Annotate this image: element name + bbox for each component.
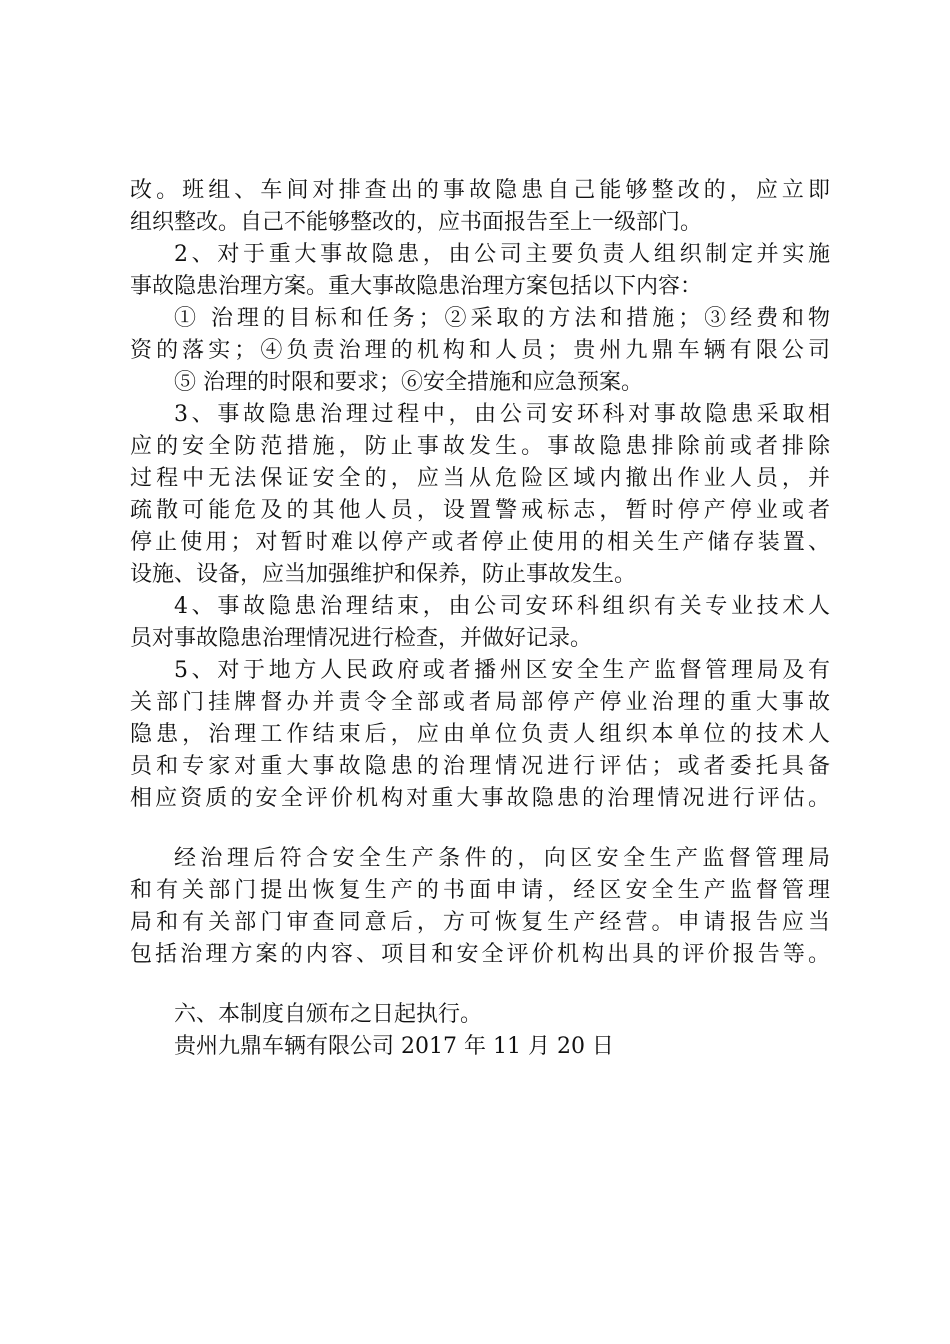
paragraph-resume-production [130,843,830,971]
text-line: 组织整改。自己不能够整改的，应书面报告至上一级部门。 [130,210,703,235]
text-line: 2、对于重大事故隐患，由公司主要负责人组织制定并实施 [174,242,830,267]
text-line: ⑤ 治理的时限和要求；⑥安全措施和应急预案。 [174,370,643,395]
paragraph-effective-date [130,999,830,1031]
text-line: 设施、设备，应当加强维护和保养，防止事故发生。 [130,562,637,587]
text-line: 应的安全防范措施，防止事故发生。事故隐患排除前或者排除 [130,434,830,459]
text-line: 4、事故隐患治理结束，由公司安环科组织有关专业技术人 [174,594,830,619]
paragraph-gap [130,815,830,843]
text-line: 停止使用；对暂时难以停产或者停止使用的相关生产储存装置、 [130,530,830,555]
text-line: 3、事故隐患治理过程中，由公司安环科对事故隐患采取相 [174,402,830,427]
text-line: 员和专家对重大事故隐患的治理情况进行评估；或者委托具备 [130,754,830,779]
paragraph-treatment-process [130,399,830,591]
text-line: 事故隐患治理方案。重大事故隐患治理方案包括以下内容： [130,274,703,299]
text-line: 疏散可能危及的其他人员，设置警戒标志，暂时停产停业或者 [130,498,830,523]
text-line: 隐患，治理工作结束后，应由单位负责人组织本单位的技术人 [130,722,830,747]
text-line: 局和有关部门审查同意后，方可恢复生产经营。申请报告应当 [130,910,830,935]
text-line: 员对事故隐患治理情况进行检查，并做好记录。 [130,626,593,651]
paragraph-plan-contents [130,303,830,367]
paragraph-plan-contents-continued [130,367,830,399]
text-line: ① 治理的目标和任务；②采取的方法和措施；③经费和物 [174,306,830,331]
text-line: 资的落实；④负责治理的机构和人员；贵州九鼎车辆有限公司 [130,338,830,363]
paragraph-major-hazard [130,239,830,303]
paragraph-supervised-hazard [130,655,830,815]
paragraph-treatment-end [130,591,830,655]
text-line: 和有关部门提出恢复生产的书面申请，经区安全生产监督管理 [130,878,830,903]
text-line: 六、本制度自颁布之日起执行。 [174,1002,483,1027]
text-line: 改。班组、车间对排查出的事故隐患自己能够整改的，应立即 [130,178,830,203]
text-line: 相应资质的安全评价机构对重大事故隐患的治理情况进行评估。 [130,786,830,811]
text-line: 关部门挂牌督办并责令全部或者局部停产停业治理的重大事故 [130,690,830,715]
text-line: 包括治理方案的内容、项目和安全评价机构出具的评价报告等。 [130,942,830,967]
paragraph-gap [130,971,830,999]
text-line: 5、对于地方人民政府或者播州区安全生产监督管理局及有 [174,658,830,683]
paragraph-rectification-continued [130,175,830,239]
text-line: 过程中无法保证安全的，应当从危险区域内撤出作业人员，并 [130,466,830,491]
document-page [130,175,830,1063]
signature-line: 贵州九鼎车辆有限公司 2017 年 11 月 20 日 [174,1034,614,1059]
text-line: 经治理后符合安全生产条件的，向区安全生产监督管理局 [174,846,830,871]
